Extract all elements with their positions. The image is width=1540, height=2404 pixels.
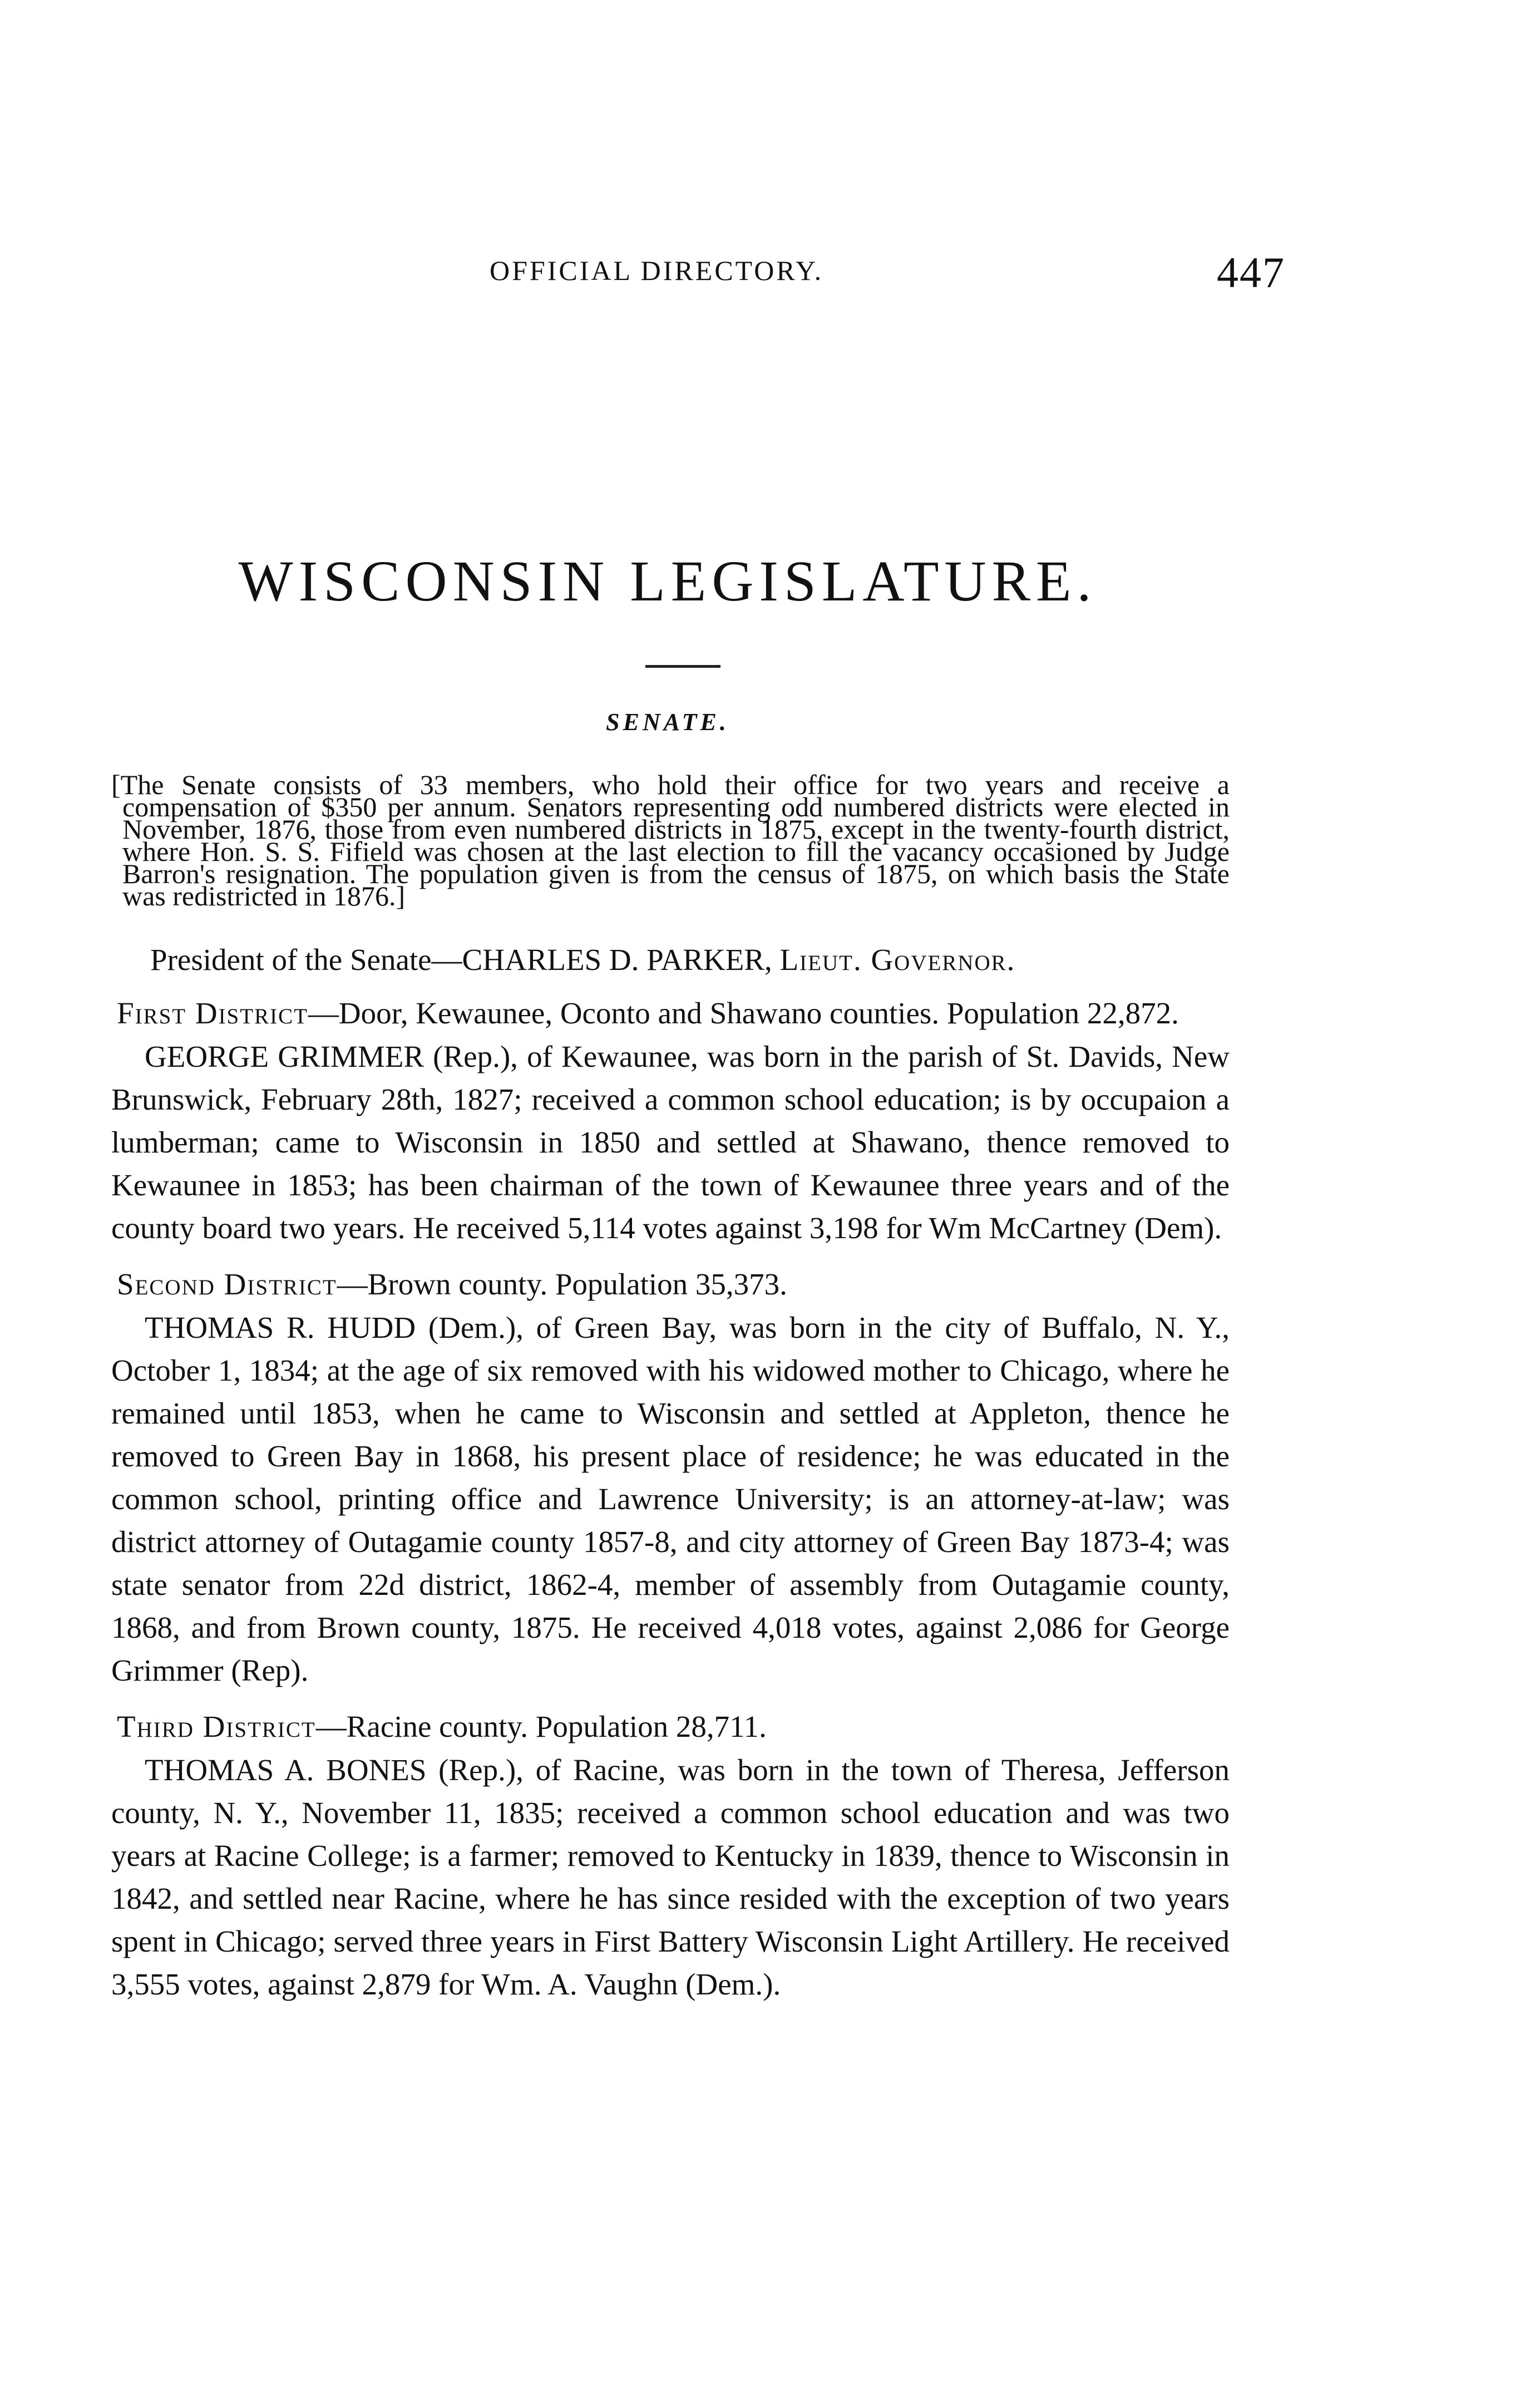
title-divider — [645, 665, 720, 668]
district-description: —Brown county. Population 35,373. — [337, 1267, 787, 1301]
running-title: OFFICIAL DIRECTORY. — [490, 255, 824, 286]
senator-biography: THOMAS A. BONES (Rep.), of Racine, was born in the town of Theresa, Jefferson county, N. Y., November 11, 1835; received a common school education and was two years at Racine College; is a farmer; removed to Kentucky in 1839, thence to Wisconsin in 1842, and settled near Racine, where he has since resided with the exception of two years spent in Chicago; served three years in First Battery Wisconsin Light Artillery. He received 3,555 votes, against 2,879 for Wm. A. Vaughn (Dem.). — [111, 1753, 1230, 2001]
district-description: —Door, Kewaunee, Oconto and Shawano counties. Population 22,872. — [308, 996, 1179, 1030]
page-number: 447 — [1217, 248, 1285, 297]
page-title: WISCONSIN LEGISLATURE. — [238, 549, 1097, 613]
district-heading — [111, 1266, 1230, 1303]
intro-paragraph: [The Senate consists of 33 members, who hold their office for two years and receive a compensation of $350 per annum. Senators representing odd numbered districts were elected in November, 1876, those from even numbered districts in 1875, except in the twenty-fourth district, where Hon. S. S. Fifield was chosen at the last election to fill the vacancy occasioned by Judge Barron's resignation. The population given is from the census of 1875, on which basis the State was redistricted in 1876.] — [111, 769, 1230, 912]
body-text — [111, 769, 1230, 2006]
running-header — [111, 248, 1285, 297]
district-heading — [111, 995, 1230, 1032]
district-label: Third District — [117, 1710, 316, 1743]
senator-biography: THOMAS R. HUDD (Dem.), of Green Bay, was born in the city of Buffalo, N. Y., October 1, 1834; at the age of six removed with his widowed mother to Chicago, where he remained until 1853, when he came to Wisconsin and settled at Appleton, thence he removed to Green Bay in 1868, his present place of residence; he was educated in the common school, printing office and Lawrence University; is an attorney-at-law; was district attorney of Outagamie county 1857-8, and city attorney of Green Bay 1873-4; was state senator from 22d district, 1862-4, member of assembly from Outagamie county, 1868, and from Brown county, 1875. He received 4,018 votes, against 2,086 for George Grimmer (Rep). — [111, 1311, 1230, 1687]
district-label: First District — [117, 996, 308, 1030]
district-description: —Racine county. Population 28,711. — [315, 1710, 767, 1743]
senate-president-line — [150, 942, 1230, 978]
district-label: Second District — [117, 1267, 337, 1301]
president-text: President of the Senate—CHARLES D. PARKER, — [150, 943, 780, 977]
president-title: Lieut. Governor. — [779, 943, 1016, 977]
district-heading — [111, 1708, 1230, 1745]
senator-biography: GEORGE GRIMMER (Rep.), of Kewaunee, was born in the parish of St. Davids, New Brunswick, February 28th, 1827; received a common school education; is by occupaion a lumberman; came to Wisconsin in 1850 and settled at Shawano, thence removed to Kewaunee in 1853; has been chairman of the town of Kewaunee three years and of the county board two years. He received 5,114 votes against 3,198 for Wm McCartney (Dem). — [111, 1040, 1230, 1245]
section-heading: SENATE. — [606, 708, 729, 736]
